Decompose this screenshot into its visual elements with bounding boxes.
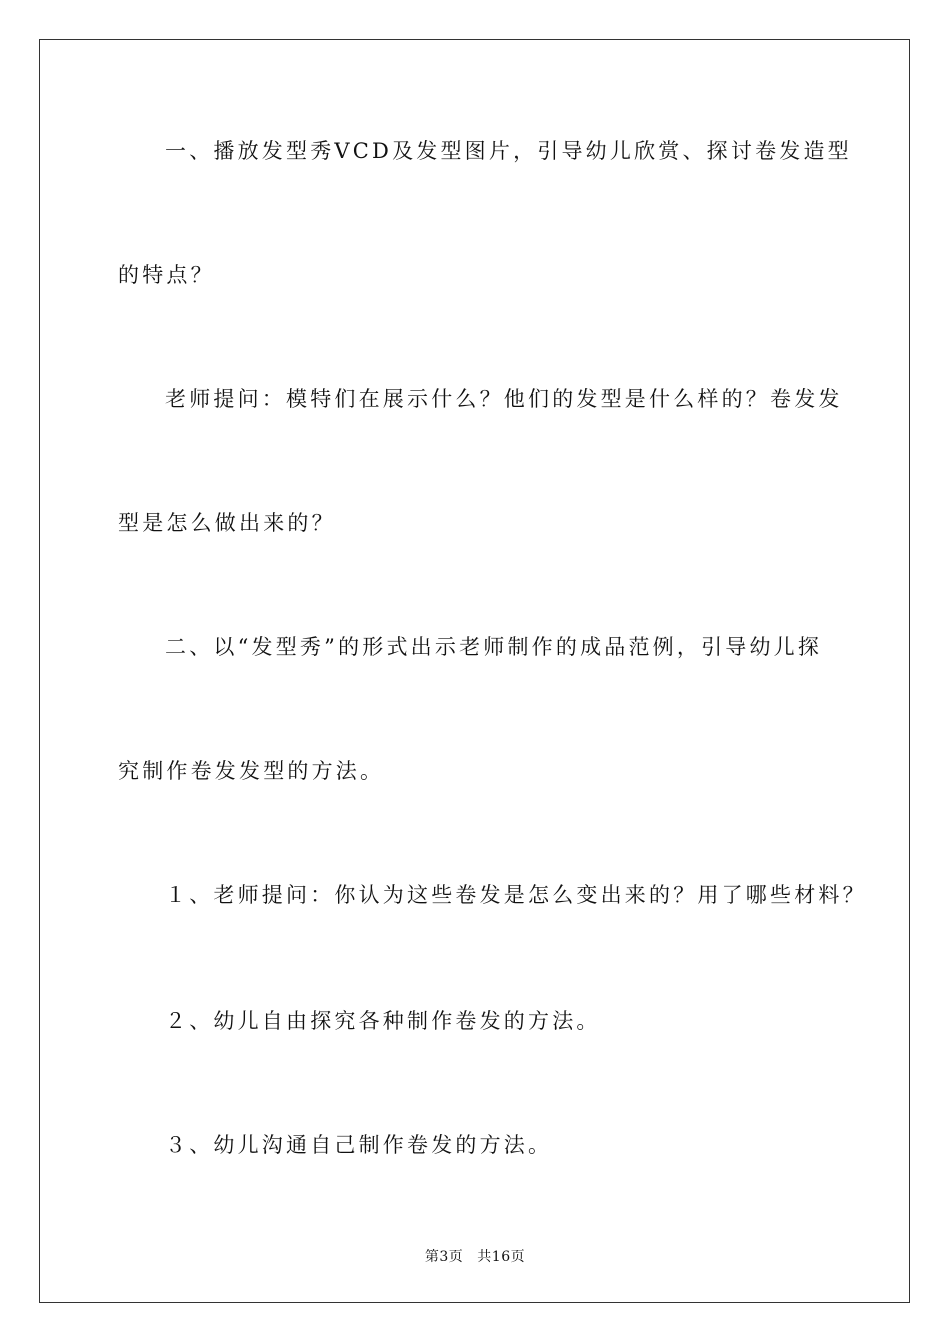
page-footer: [0, 1250, 950, 1264]
paragraph-1-line-2: 的特点？: [118, 263, 215, 287]
paragraph-6-line-1: ３、幼儿沟通自己制作卷发的方法。: [165, 1133, 553, 1157]
paragraph-1-line-1: 一、播放发型秀VCD及发型图片，引导幼儿欣赏、探讨卷发造型: [165, 139, 852, 163]
page-frame: [39, 39, 910, 1303]
paragraph-3-line-1: 二、以“发型秀”的形式出示老师制作的成品范例，引导幼儿探: [165, 635, 823, 659]
page-number: 第3页: [424, 1249, 464, 1265]
paragraph-3-line-2: 究制作卷发发型的方法。: [118, 759, 385, 783]
paragraph-2-line-1: 老师提问：模特们在展示什么？他们的发型是什么样的？卷发发: [165, 387, 843, 411]
paragraph-2-line-2: 型是怎么做出来的？: [118, 511, 336, 535]
paragraph-4-line-1: １、老师提问：你认为这些卷发是怎么变出来的？用了哪些材料？: [165, 883, 867, 907]
paragraph-5-line-1: ２、幼儿自由探究各种制作卷发的方法。: [165, 1009, 601, 1033]
total-pages: 共16页: [477, 1249, 526, 1265]
